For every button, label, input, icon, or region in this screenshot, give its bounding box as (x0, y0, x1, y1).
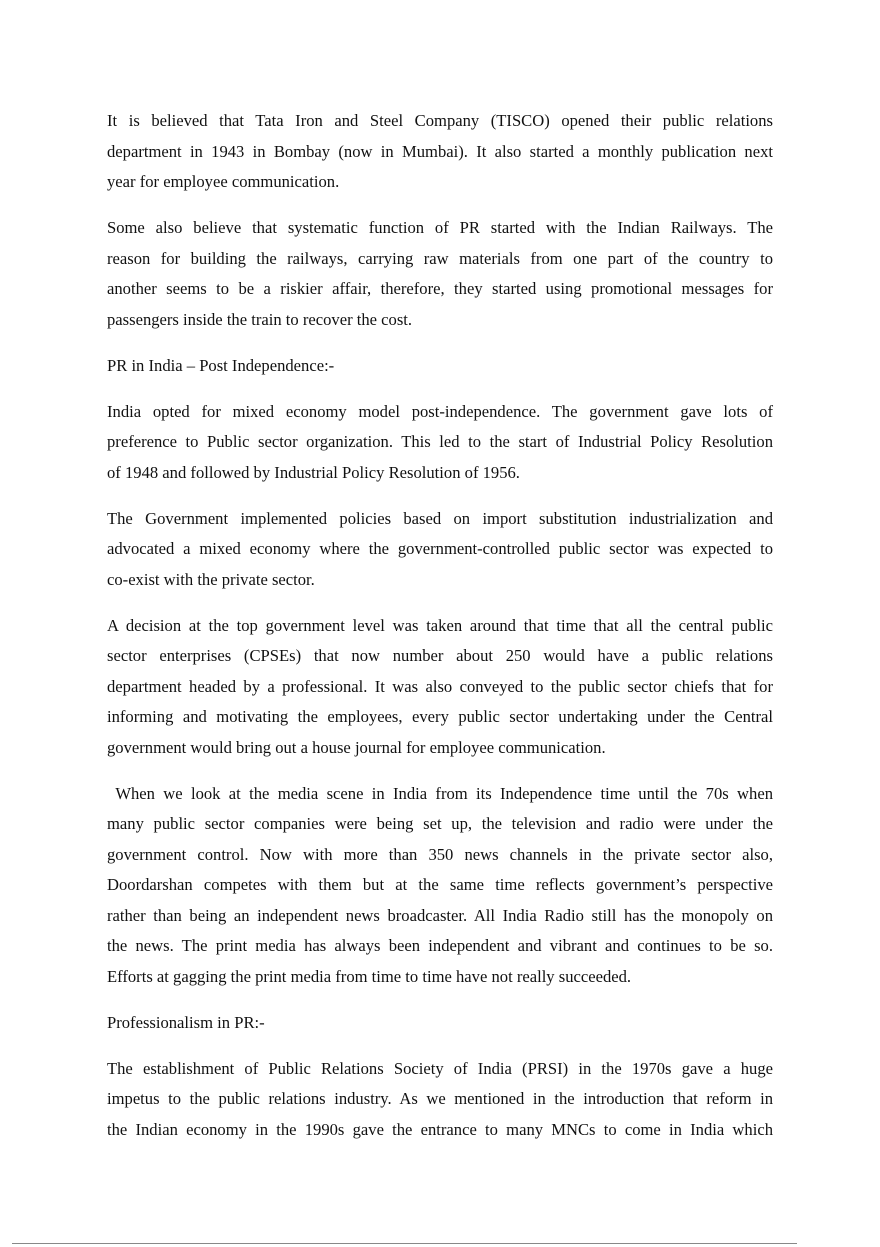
section-heading (107, 1008, 773, 1039)
text-line: A decision at the top government level was taken around that time that all the central public (107, 615, 773, 635)
text-line: Efforts at gagging the print media from time to time have not really succeeded. (107, 966, 632, 986)
text-line: sector enterprises (CPSEs) that now number about 250 would have a public relations (107, 646, 773, 665)
text-line: reason for building the railways, carrying raw materials from one part of the country to (107, 248, 773, 268)
text-line: government would bring out a house journal for employee communication. (107, 737, 606, 757)
paragraph (107, 504, 773, 596)
text-line: impetus to the public relations industry. As we mentioned in the introduction that reform in (107, 1089, 773, 1108)
text-line: government control. Now with more than 350 news channels in the private sector also, (107, 844, 773, 864)
text-line: PR in India – Post Independence:- (107, 355, 335, 375)
text-line: Doordarshan competes with them but at the same time reflects government’s perspective (107, 875, 773, 894)
paragraph (107, 106, 773, 198)
text-line: Some also believe that systematic function of PR started with the Indian Railways. The (107, 218, 773, 237)
text-line: The establishment of Public Relations Society of India (PRSI) in the 1970s gave a huge (107, 1058, 773, 1078)
paragraph (107, 779, 773, 993)
text-line: many public sector companies were being set up, the television and radio were under the (107, 814, 773, 833)
text-line: preference to Public sector organization. This led to the start of Industrial Policy Resolution (107, 432, 773, 451)
document-body (107, 106, 773, 1161)
text-line: Professionalism in PR:- (107, 1012, 265, 1032)
text-line: passengers inside the train to recover the cost. (107, 309, 413, 329)
text-line: of 1948 and followed by Industrial Policy Resolution of 1956. (107, 462, 520, 482)
text-line: co-exist with the private sector. (107, 569, 315, 589)
text-line: The Government implemented policies based on import substitution industrialization and (107, 508, 773, 528)
text-line: When we look at the media scene in India from its Independence time until the 70s when (107, 783, 773, 803)
paragraph (107, 611, 773, 764)
text-line: It is believed that Tata Iron and Steel Company (TISCO) opened their public relations (107, 111, 773, 130)
text-line: year for employee communication. (107, 172, 340, 191)
footer-divider (12, 1243, 797, 1244)
text-line: India opted for mixed economy model post-independence. The government gave lots of (107, 401, 773, 421)
text-line: the news. The print media has always been independent and vibrant and continues to be so. (107, 936, 773, 955)
text-line: rather than being an independent news broadcaster. All India Radio still has the monopoly on (107, 905, 773, 925)
text-line: department headed by a professional. It was also conveyed to the public sector chiefs that for (107, 676, 773, 696)
paragraph (107, 213, 773, 335)
text-line: department in 1943 in Bombay (now in Mumbai). It also started a monthly publication next (107, 141, 773, 161)
text-line: the Indian economy in the 1990s gave the entrance to many MNCs to come in India which (107, 1119, 773, 1139)
section-heading (107, 351, 773, 382)
text-line: advocated a mixed economy where the government-controlled public sector was expected to (107, 539, 773, 558)
text-line: another seems to be a riskier affair, therefore, they started using promotional messages for (107, 279, 773, 298)
text-line: informing and motivating the employees, every public sector undertaking under the Central (107, 707, 773, 726)
paragraph (107, 1054, 773, 1146)
paragraph (107, 397, 773, 489)
